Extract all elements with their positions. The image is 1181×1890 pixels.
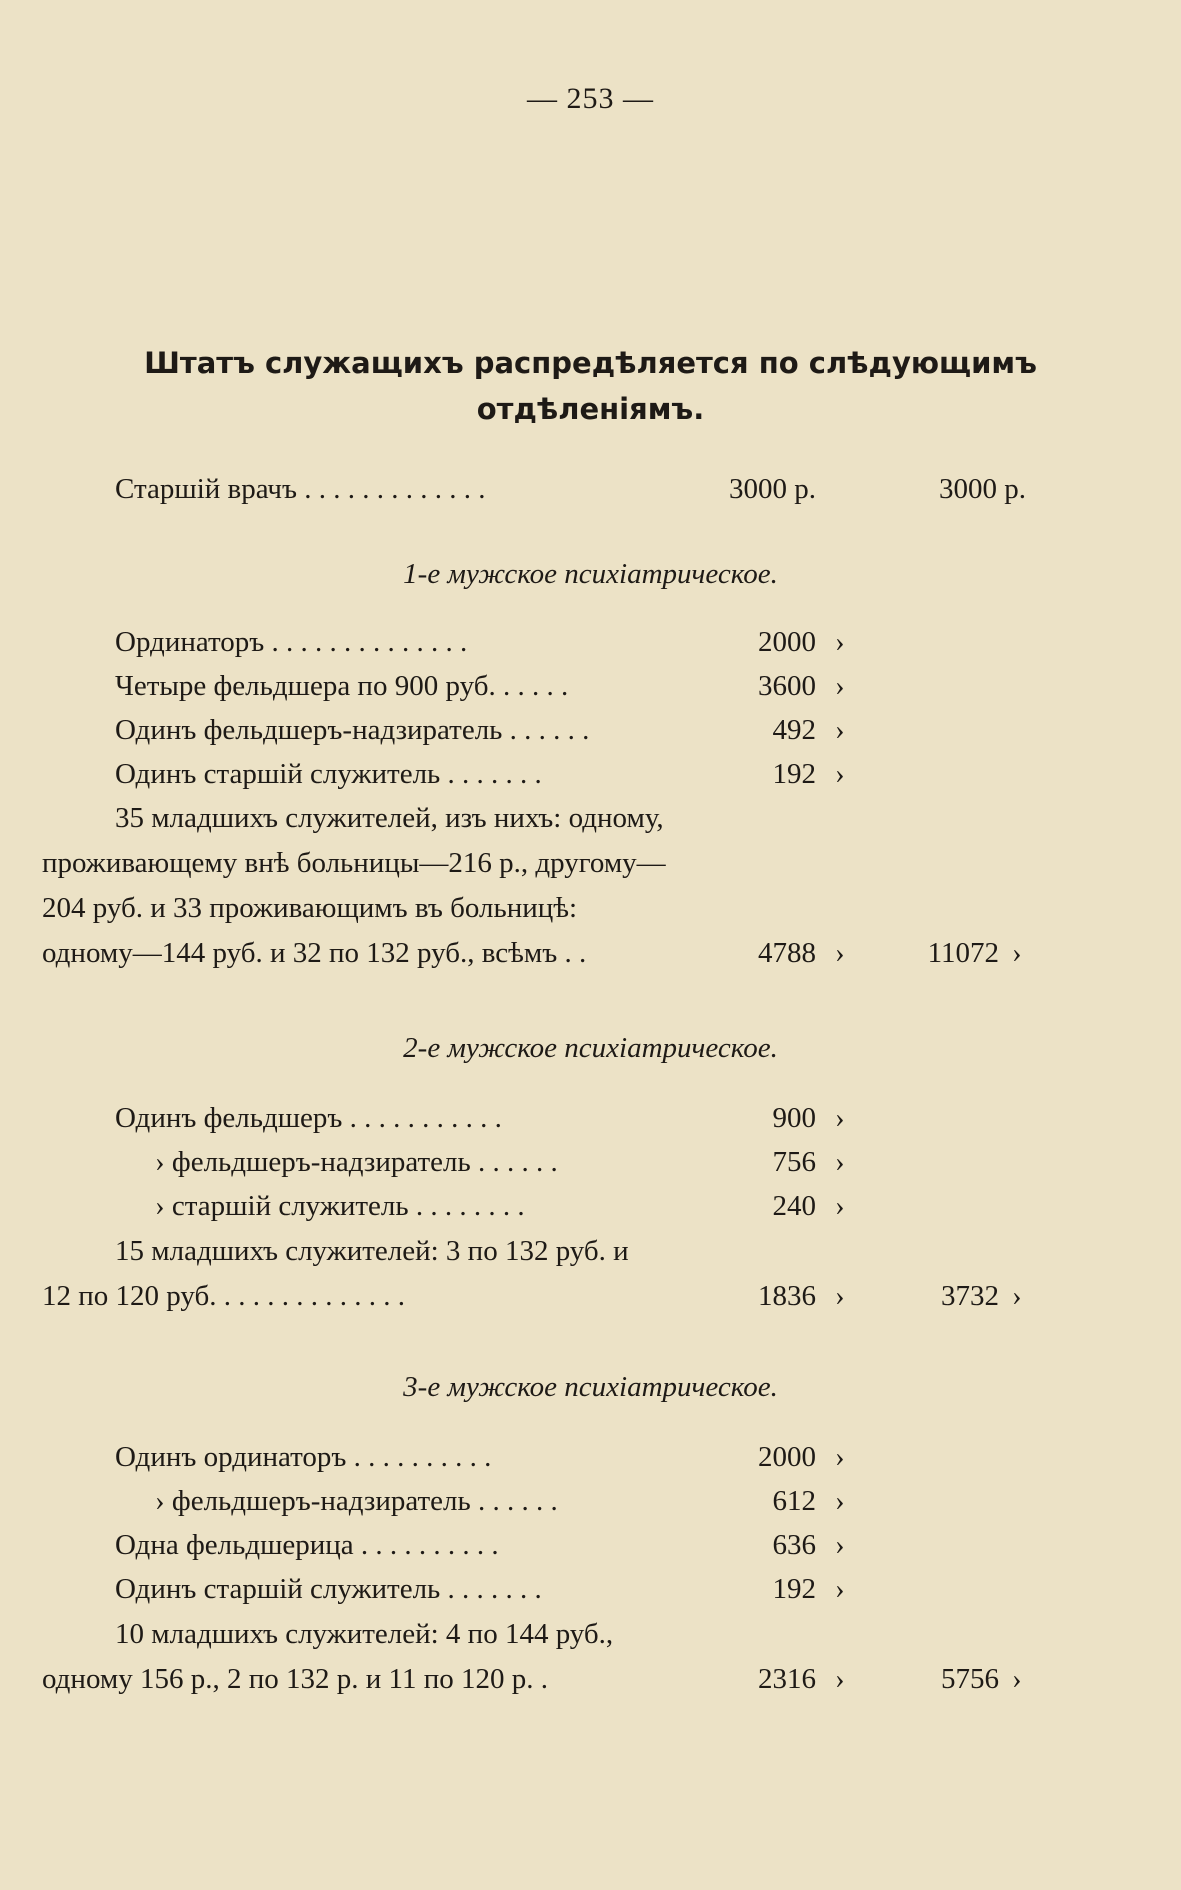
row-label: › фельдшеръ-надзиратель . . . . . . (155, 1485, 558, 1517)
row-label: Одинъ старшій служитель . . . . . . . (115, 1573, 542, 1605)
row-currency-mark: › (835, 758, 845, 790)
row-label: › фельдшеръ-надзиратель . . . . . . (155, 1146, 558, 1178)
row-label: Ординаторъ . . . . . . . . . . . . . . (115, 626, 468, 658)
row-amount: 1836 (758, 1280, 816, 1312)
staff-row (0, 758, 1181, 802)
row-label: Старшій врачъ . . . . . . . . . . . . . (115, 473, 486, 505)
subtotal-row (0, 937, 1181, 981)
row-amount: 3000 р. (729, 473, 816, 505)
row-currency-mark: › (835, 1190, 845, 1222)
row-label: Одинъ старшій служитель . . . . . . . (115, 758, 542, 790)
paragraph-text: 204 руб. и 33 проживающимъ въ больницѣ: (42, 892, 578, 924)
page-number: — 253 — (527, 82, 654, 115)
paragraph-line (0, 892, 1181, 936)
section-total: 5756 (941, 1663, 999, 1695)
row-amount: 2316 (758, 1663, 816, 1695)
row-label: › старшій служитель . . . . . . . . (155, 1190, 525, 1222)
row-label: Одна фельдшерица . . . . . . . . . . (115, 1529, 499, 1561)
staff-row (0, 670, 1181, 714)
heading-line-2: отдѣленіямъ. (476, 392, 705, 426)
row-currency-mark: › (835, 1146, 845, 1178)
row-currency-mark: › (835, 1280, 845, 1312)
row-amount: 192 (772, 1573, 816, 1605)
row-currency-mark: › (835, 1102, 845, 1134)
staff-row (0, 714, 1181, 758)
section-title: 2-е мужское психіатрическое. (403, 1032, 778, 1064)
paragraph-line (0, 802, 1181, 846)
row-amount: 4788 (758, 937, 816, 969)
subtotal-row (0, 1280, 1181, 1324)
row-currency-mark: › (835, 1485, 845, 1517)
staff-row (0, 1573, 1181, 1617)
staff-row (0, 626, 1181, 670)
row-amount: 2000 (758, 1441, 816, 1473)
row-amount: 492 (772, 714, 816, 746)
section-title: 1-е мужское психіатрическое. (403, 558, 778, 590)
section-total: 3732 (941, 1280, 999, 1312)
row-label: 12 по 120 руб. . . . . . . . . . . . . . (42, 1280, 406, 1312)
paragraph-line (0, 847, 1181, 891)
row-label: Одинъ фельдшеръ-надзиратель . . . . . . (115, 714, 590, 746)
staff-row (0, 1146, 1181, 1190)
staff-row (0, 1102, 1181, 1146)
row-currency-mark: › (835, 1529, 845, 1561)
paragraph-text: 35 младшихъ служителей, изъ нихъ: одному, (115, 802, 664, 834)
row-amount: 192 (772, 758, 816, 790)
row-currency-mark: › (835, 1441, 845, 1473)
head-physician-row (0, 473, 1181, 517)
staff-row (0, 1190, 1181, 1234)
row-label: Одинъ фельдшеръ . . . . . . . . . . . (115, 1102, 502, 1134)
total-currency-mark: › (1012, 1663, 1022, 1695)
row-amount: 756 (772, 1146, 816, 1178)
row-total: 3000 р. (939, 473, 1026, 505)
row-amount: 612 (772, 1485, 816, 1517)
section-title: 3-е мужское психіатрическое. (403, 1371, 778, 1403)
staff-row (0, 1485, 1181, 1529)
row-currency-mark: › (835, 1663, 845, 1695)
row-label: Одинъ ординаторъ . . . . . . . . . . (115, 1441, 492, 1473)
paragraph-text: 15 младшихъ служителей: 3 по 132 руб. и (115, 1235, 629, 1267)
heading-line-1: Штатъ служащихъ распредѣляется по слѣдующимъ (144, 346, 1037, 380)
paragraph-text: 10 младшихъ служителей: 4 по 144 руб., (115, 1618, 614, 1650)
section-total: 11072 (927, 937, 999, 969)
row-label: Четыре фельдшера по 900 руб. . . . . . (115, 670, 569, 702)
row-currency-mark: › (835, 670, 845, 702)
page-heading (0, 340, 1181, 432)
subtotal-row (0, 1663, 1181, 1707)
total-currency-mark: › (1012, 937, 1022, 969)
row-amount: 636 (772, 1529, 816, 1561)
paragraph-text: проживающему внѣ больницы—216 р., другому— (42, 847, 666, 879)
paragraph-line (0, 1618, 1181, 1662)
row-currency-mark: › (835, 626, 845, 658)
row-amount: 240 (772, 1190, 816, 1222)
row-currency-mark: › (835, 1573, 845, 1605)
paragraph-line (0, 1235, 1181, 1279)
row-label: одному—144 руб. и 32 по 132 руб., всѣмъ . . (42, 937, 587, 969)
row-amount: 900 (772, 1102, 816, 1134)
row-label: одному 156 р., 2 по 132 р. и 11 по 120 р. . (42, 1663, 548, 1695)
row-amount: 2000 (758, 626, 816, 658)
total-currency-mark: › (1012, 1280, 1022, 1312)
row-currency-mark: › (835, 714, 845, 746)
row-amount: 3600 (758, 670, 816, 702)
staff-row (0, 1529, 1181, 1573)
staff-row (0, 1441, 1181, 1485)
row-currency-mark: › (835, 937, 845, 969)
